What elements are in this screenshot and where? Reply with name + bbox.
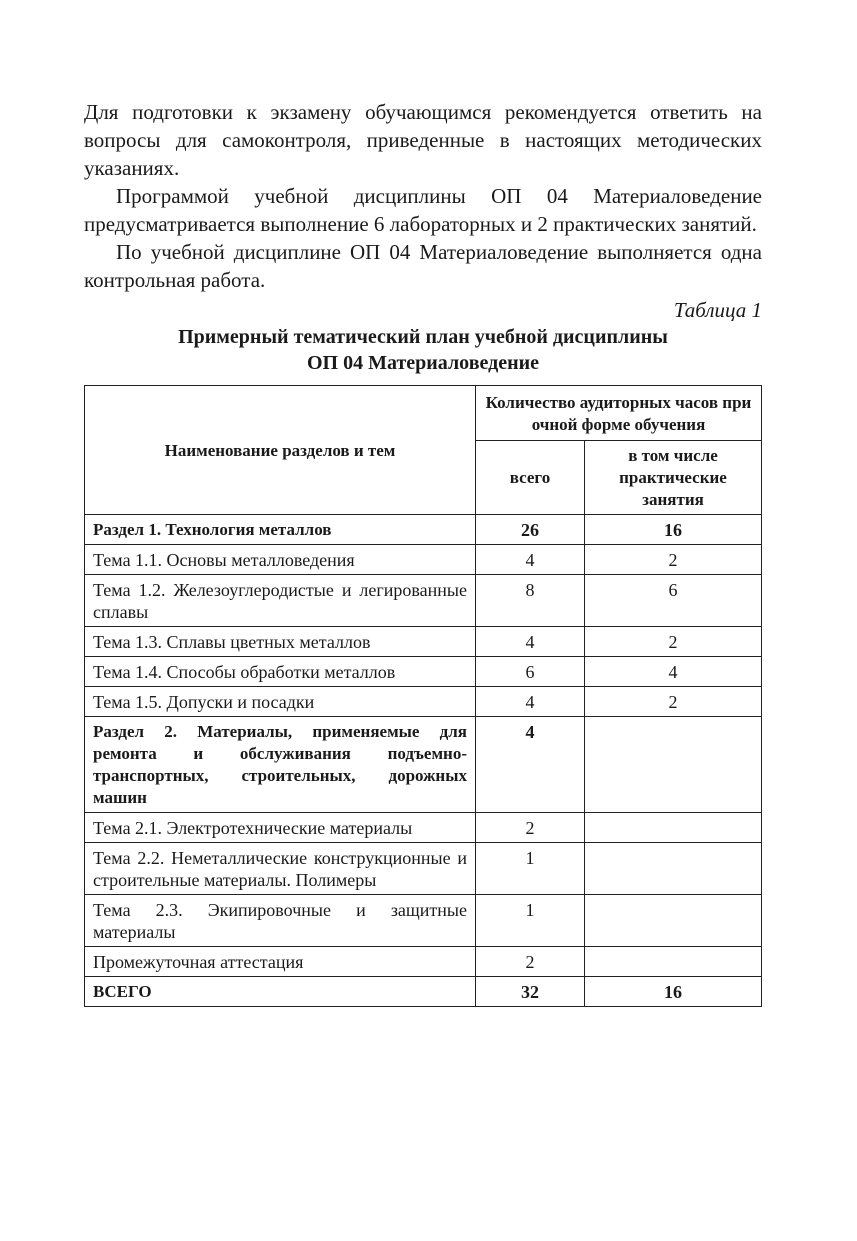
row-practical (585, 813, 762, 843)
table-row (85, 843, 762, 895)
row-practical: 4 (585, 657, 762, 687)
table-row (85, 515, 762, 545)
row-practical: 2 (585, 687, 762, 717)
row-name: Тема 1.1. Основы металловедения (85, 545, 476, 575)
table-row (85, 895, 762, 947)
row-total: 4 (476, 717, 585, 813)
row-total: 1 (476, 895, 585, 947)
row-total: 26 (476, 515, 585, 545)
row-name: Промежуточная аттестация (85, 947, 476, 977)
table-label: Таблица 1 (673, 298, 762, 322)
table-title-line-1: Примерный тематический план учебной дисциплины (178, 326, 668, 348)
row-name: Тема 2.2. Неметаллические конструкционные и строительные материалы. Полимеры (85, 843, 476, 895)
page-content (84, 98, 762, 1007)
row-name: Раздел 1. Технология металлов (85, 515, 476, 545)
table-row (85, 717, 762, 813)
row-total: 4 (476, 687, 585, 717)
row-practical: 16 (585, 515, 762, 545)
header-total: всего (476, 441, 585, 515)
table-row (85, 813, 762, 843)
table-row (85, 575, 762, 627)
row-practical (585, 947, 762, 977)
table-row (85, 627, 762, 657)
row-total: 2 (476, 813, 585, 843)
table-row (85, 947, 762, 977)
table-row (85, 545, 762, 575)
row-practical: 2 (585, 545, 762, 575)
intro-paragraph-1: Для подготовки к экзамену обучающимся рекомендуется ответить на вопросы для самоконтроля, приведенные в настоящих методических указаниях. (84, 100, 762, 180)
row-total: 1 (476, 843, 585, 895)
row-practical (585, 895, 762, 947)
header-practical: в том числе практические занятия (585, 441, 762, 515)
row-name: Тема 2.1. Электротехнические материалы (85, 813, 476, 843)
row-total: 6 (476, 657, 585, 687)
row-name: Тема 2.3. Экипировочные и защитные материалы (85, 895, 476, 947)
row-practical: 6 (585, 575, 762, 627)
row-total: 4 (476, 627, 585, 657)
table-row-total (85, 977, 762, 1007)
row-practical: 16 (585, 977, 762, 1007)
row-name: Тема 1.3. Сплавы цветных металлов (85, 627, 476, 657)
row-practical: 2 (585, 627, 762, 657)
row-name: Тема 1.4. Способы обработки металлов (85, 657, 476, 687)
header-hours-group: Количество аудиторных часов при очной форме обучения (476, 386, 762, 441)
row-total: 2 (476, 947, 585, 977)
table-row (85, 687, 762, 717)
row-total: 4 (476, 545, 585, 575)
intro-paragraph-2: Программой учебной дисциплины ОП 04 Материаловедение предусматривается выполнение 6 лабораторных и 2 практических занятий. (84, 184, 762, 236)
row-name: Тема 1.5. Допуски и посадки (85, 687, 476, 717)
table-title-line-2: ОП 04 Материаловедение (306, 352, 540, 374)
thematic-plan-table (84, 385, 762, 1007)
row-practical (585, 843, 762, 895)
row-total: 32 (476, 977, 585, 1007)
row-name: Раздел 2. Материалы, применяемые для ремонта и обслуживания подъемно-транспортных, строительных, дорожных машин (85, 717, 476, 813)
header-section-name: Наименование разделов и тем (85, 386, 476, 515)
table-header-row-1 (85, 386, 762, 441)
row-practical (585, 717, 762, 813)
row-name: Тема 1.2. Железоуглеродистые и легированные сплавы (85, 575, 476, 627)
intro-paragraph-3: По учебной дисциплине ОП 04 Материаловедение выполняется одна контрольная работа. (84, 240, 762, 292)
row-name: ВСЕГО (85, 977, 476, 1007)
row-total: 8 (476, 575, 585, 627)
table-row (85, 657, 762, 687)
